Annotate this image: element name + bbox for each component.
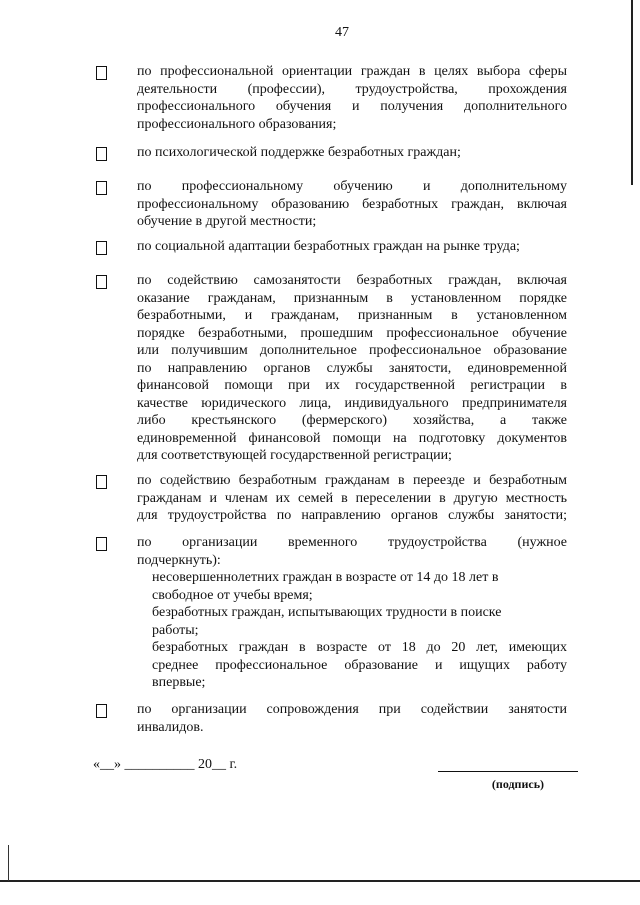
text-line: по профессиональному обучению и дополнительному [137,179,567,194]
item-text [137,238,567,256]
text-line: для соответствующей государственной регистрации; [137,448,452,463]
date-field: «__» __________ 20__ г. [93,757,238,772]
text-line: финансовой помощи при их государственной регистрации в [137,378,567,393]
text-line: для трудоустройства по направлению органов службы занятости; [137,508,567,523]
text-line: инвалидов. [137,719,204,735]
text-line: по организации сопровождения при содействии занятости [137,702,567,717]
signature-caption: (подпись) [491,777,545,791]
text-line: или получившим дополнительное профессиональное образование [137,343,567,358]
service-item-temporary-employment [137,534,567,692]
page-edge-bottom [0,880,640,882]
text-line: либо крестьянского (фермерского) хозяйства, а также [137,413,567,428]
checkbox-self-employment[interactable] [96,275,107,289]
page-number: 47 [335,25,349,40]
service-item-career-guidance [137,63,567,133]
signature-line [438,771,578,772]
text-line: качестве юридического лица, индивидуального предпринимателя [137,395,567,411]
text-line: безработных граждан, испытывающих трудности в поиске [152,605,502,620]
service-item-psychological-support [137,144,567,162]
text-line: по профессиональной ориентации граждан в целях выбора сферы [137,64,567,79]
checkbox-career-guidance[interactable] [96,66,107,80]
checkbox-psychological-support[interactable] [96,147,107,161]
text-line: деятельности (профессии), трудоустройства, прохождения [137,81,567,97]
text-line: профессионального обучения и получения дополнительного [137,99,567,114]
text-line: работы; [152,622,199,638]
item-text [137,144,567,162]
item-text [137,178,567,231]
checkbox-vocational-training[interactable] [96,181,107,195]
sub-item-young-graduates [152,639,567,692]
item-text [137,472,567,525]
text-line: по содействию самозанятости безработных граждан, включая [137,273,567,288]
text-line: обучение в другой местности; [137,214,317,229]
sub-item-difficulty-finding-work [152,604,567,639]
text-line: гражданам и членам их семей в переселении в другую местность [137,490,567,506]
text-line: профессионального образования; [137,116,337,132]
text-line: оказание гражданам, признанным в установленном порядке [137,290,567,306]
service-item-social-adaptation [137,238,567,256]
text-line: среднее профессиональное образование и ищущих работу [152,657,567,673]
service-item-relocation [137,472,567,525]
checkbox-relocation[interactable] [96,475,107,489]
text-line: по содействию безработным гражданам в переезде и безработным [137,473,567,488]
checkbox-temporary-employment[interactable] [96,537,107,551]
text-line: впервые; [152,675,206,690]
text-line: по психологической поддержке безработных граждан; [137,145,461,160]
item-text [137,701,567,736]
text-line: свободное от учебы время; [152,587,313,603]
text-line: профессиональному образованию безработных граждан, включая [137,196,567,212]
text-line: безработными, и гражданам, признанным в установленном [137,308,567,323]
text-line: по направлению органов службы занятости, единовременной [137,360,567,376]
page-edge-right [631,0,633,185]
service-item-vocational-training [137,178,567,231]
text-line: безработных граждан в возрасте от 18 до 20 лет, имеющих [152,640,567,655]
text-line: порядке безработными, прошедшим профессиональное обучение [137,325,567,341]
checkbox-social-adaptation[interactable] [96,241,107,255]
sub-item-list [152,569,567,692]
item-text [137,272,567,465]
text-line: единовременной финансовой помощи на подготовку документов [137,430,567,446]
service-item-self-employment [137,272,567,465]
item-text [137,534,567,569]
text-line: подчеркнуть): [137,552,221,568]
service-item-disabled-support [137,701,567,736]
page-edge-left [8,845,9,881]
checkbox-disabled-support[interactable] [96,704,107,718]
sub-item-minors [152,569,567,604]
text-line: несовершеннолетних граждан в возрасте от 14 до 18 лет в [152,570,499,585]
text-line: по социальной адаптации безработных граждан на рынке труда; [137,239,520,254]
item-text [137,63,567,133]
text-line: по организации временного трудоустройства (нужное [137,535,567,550]
